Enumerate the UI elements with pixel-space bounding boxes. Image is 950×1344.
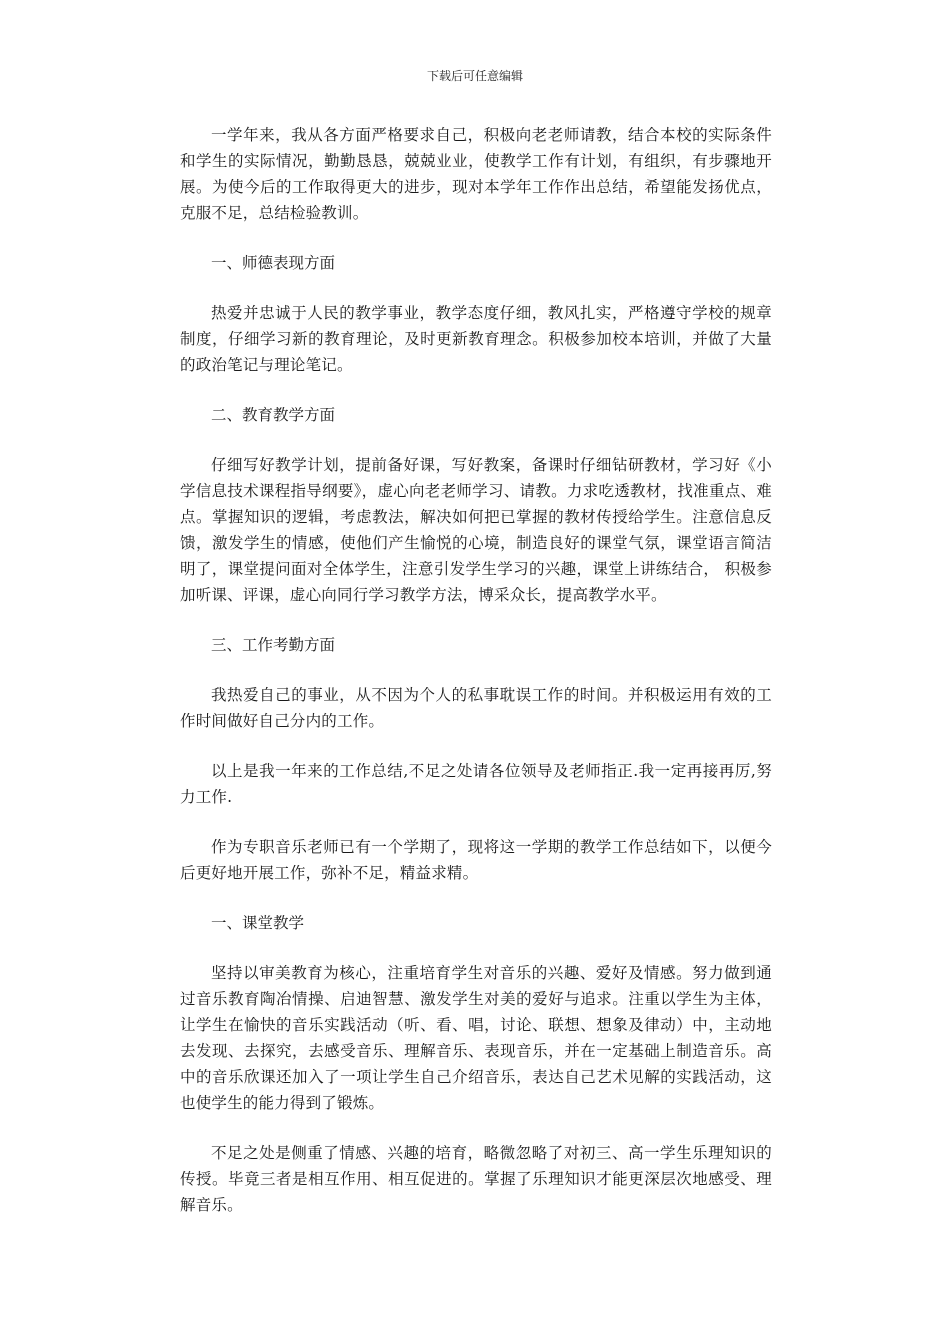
paragraph-closing: 以上是我一年来的工作总结,不足之处请各位领导及老师指正.我一定再接再厉,努力工作. bbox=[180, 762, 772, 806]
section-heading-classroom: 一、课堂教学 bbox=[211, 914, 305, 932]
paragraph-classroom: 坚持以审美教育为核心，注重培育学生对音乐的兴趣、爱好及情感。努力做到通过音乐教育陶冶情操、启迪智慧、激发学生对美的爱好与追求。注重以学生为主体，让学生在愉快的音乐实践活动（听、看、唱，讨论、联想、想象及律动）中，主动地去发现、去探究，去感受音乐、理解音乐、表现音乐，并在一定基础上制造音乐。高中的音乐欣课还加入了一项让学生自己介绍音乐，表达自己艺术见解的实践活动，这也使学生的能力得到了锻炼。 bbox=[180, 964, 772, 1112]
paragraph-intro: 一学年来，我从各方面严格要求自己，积极向老老师请教，结合本校的实际条件和学生的实际情况，勤勤恳恳，兢兢业业，使教学工作有计划，有组织，有步骤地开展。为使今后的工作取得更大的进步，现对本学年工作作出总结，希望能发扬优点，克服不足，总结检验教训。 bbox=[180, 126, 772, 222]
paragraph-shortcomings: 不足之处是侧重了情感、兴趣的培育，略微忽略了对初三、高一学生乐理知识的传授。毕竟三者是相互作用、相互促进的。掌握了乐理知识才能更深层次地感受、理解音乐。 bbox=[180, 1144, 772, 1214]
paragraph-music-intro: 作为专职音乐老师已有一个学期了，现将这一学期的教学工作总结如下，以便今后更好地开展工作，弥补不足，精益求精。 bbox=[180, 838, 772, 882]
paragraph-attendance: 我热爱自己的事业，从不因为个人的私事耽误工作的时间。并积极运用有效的工作时间做好自己分内的工作。 bbox=[180, 686, 772, 730]
document-body bbox=[180, 122, 772, 1242]
paragraph-ethics: 热爱并忠诚于人民的教学事业，教学态度仔细，教风扎实，严格遵守学校的规章制度，仔细学习新的教育理论，及时更新教育理念。积极参加校本培训，并做了大量的政治笔记与理论笔记。 bbox=[180, 304, 772, 374]
section-heading-attendance: 三、工作考勤方面 bbox=[211, 636, 336, 654]
paragraph-teaching: 仔细写好教学计划，提前备好课，写好教案，备课时仔细钻研教材，学习好《小学信息技术课程指导纲要》，虚心向老老师学习、请教。力求吃透教材，找准重点、难点。掌握知识的逻辑，考虑教法，解决如何把已掌握的教材传授给学生。注意信息反馈，激发学生的情感，使他们产生愉悦的心境，制造良好的课堂气氛，课堂语言简洁明了，课堂提问面对全体学生，注意引发学生学习的兴趣，课堂上讲练结合， 积极参加听课、评课，虚心向同行学习教学方法，博采众长，提高教学水平。 bbox=[180, 456, 772, 604]
section-heading-ethics: 一、师德表现方面 bbox=[211, 254, 336, 272]
download-note: 下载后可任意编辑 bbox=[426, 69, 523, 83]
section-heading-teaching: 二、教育教学方面 bbox=[211, 406, 336, 424]
